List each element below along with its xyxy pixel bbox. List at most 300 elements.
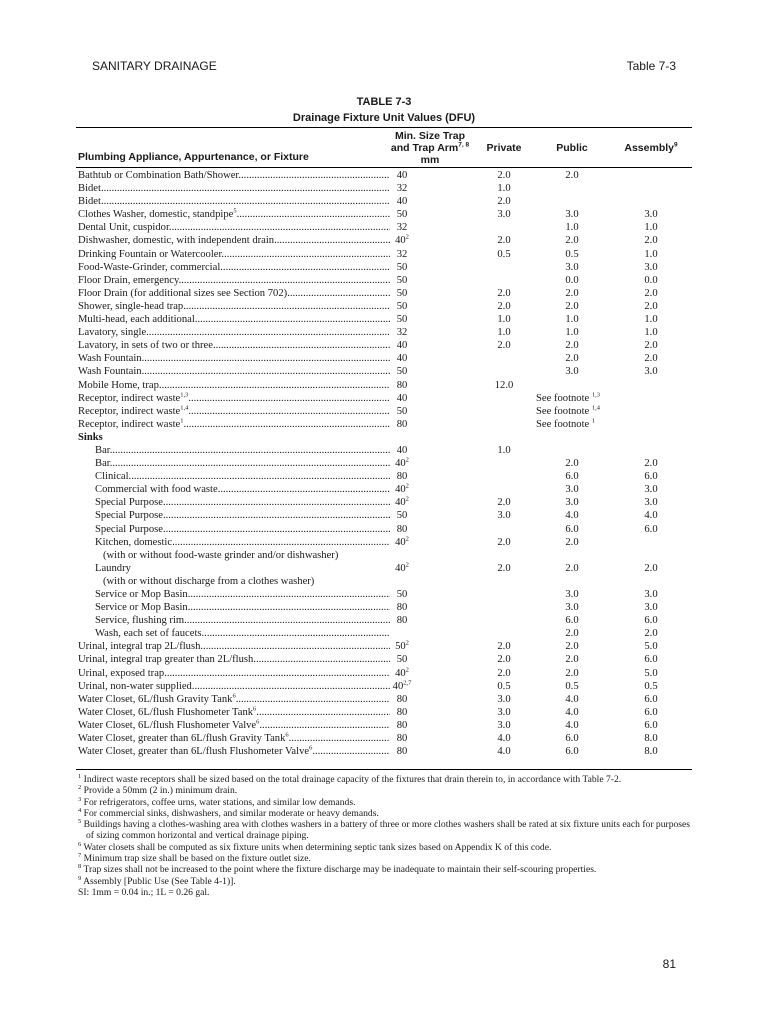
see-footnote-ref: 1 (591, 417, 596, 425)
public-dfu: 1.0 (565, 327, 579, 339)
table-row (0, 483, 768, 496)
trap-size-cell (376, 392, 428, 405)
footnote-text: Indirect waste receptors shall be sized based on the total drainage capacity of the fixtures that drain therein to, in accordance with Table 7-2. (83, 774, 622, 785)
fixture-footnote-ref: 5 (233, 208, 237, 215)
assembly-dfu: 0.5 (644, 680, 658, 692)
table-row (0, 182, 768, 195)
trap-size: 80 (396, 615, 408, 627)
fixture-name: Bidet (78, 183, 101, 195)
trap-size-cell (376, 653, 428, 666)
fixture-name: Kitchen, domestic (95, 536, 173, 548)
fixture-name: Food-Waste-Grinder, commercial (78, 261, 221, 273)
trap-size-cell (376, 274, 428, 287)
private-dfu: 3.0 (497, 693, 511, 705)
running-header-table-ref: Table 7-3 (626, 59, 676, 73)
private-dfu: 2.0 (497, 654, 511, 666)
fixture-name-cell (95, 614, 390, 627)
footnotes (78, 774, 692, 898)
fixture-name: Multi-head, each additional (78, 314, 195, 326)
table-row (0, 208, 768, 221)
trap-size: 40 (396, 444, 408, 456)
fixture-name-cell (95, 627, 390, 640)
table-row (0, 300, 768, 313)
assembly-dfu: 2.0 (644, 628, 658, 640)
column-header-fixture: Plumbing Appliance, Appurtenance, or Fixture (78, 151, 309, 163)
fixture-name: Floor Drain (for additional sizes see Section 702) (78, 287, 288, 299)
fixture-name: Commercial with food waste (95, 484, 218, 496)
fixture-footnote-ref: 6 (256, 718, 260, 726)
footnote-mark: 2 (78, 784, 82, 792)
fixture-name-cell (78, 431, 390, 444)
fixture-footnote-ref: 6 (232, 692, 236, 700)
trap-size: 80 (396, 379, 408, 391)
trap-footnote-ref: 2,7 (403, 679, 412, 687)
fixture-footnote-ref: 6 (285, 732, 289, 739)
public-dfu: 2.0 (565, 300, 579, 312)
table-row (0, 365, 768, 378)
public-dfu: 1.0 (565, 222, 579, 234)
assembly-dfu: 2.0 (644, 300, 658, 312)
private-dfu: 2.0 (497, 235, 511, 247)
fixture-name: Bidet (78, 196, 101, 208)
table-row (0, 496, 768, 509)
assembly-dfu: 1.0 (644, 314, 658, 326)
trap-size-cell (376, 287, 428, 300)
trap-size-cell (376, 169, 428, 182)
trap-footnote-ref: 2 (405, 535, 409, 543)
table-row (0, 392, 768, 405)
trap-size-cell (376, 261, 428, 274)
page-number: 81 (662, 957, 676, 971)
table-row (0, 248, 768, 261)
assembly-dfu: 3.0 (644, 366, 658, 378)
fixture-name: Drinking Fountain or Watercooler (78, 248, 222, 260)
assembly-dfu: 2.0 (644, 458, 658, 470)
table-body (0, 169, 768, 758)
assembly-dfu: 3.0 (644, 497, 658, 509)
footnote-mark: 6 (78, 840, 82, 848)
assembly-dfu: 6.0 (644, 693, 658, 705)
table-row (0, 667, 768, 680)
public-dfu: 6.0 (565, 615, 579, 627)
fixture-name-cell (95, 483, 390, 496)
public-dfu: 1.0 (565, 314, 579, 326)
fixture-footnote-ref: 6 (309, 745, 313, 752)
fixture-name-cell (78, 745, 390, 758)
fixture-name-cell (78, 392, 390, 405)
fixture-name-cell (78, 339, 390, 352)
public-dfu: 2.0 (565, 536, 579, 548)
table-row (0, 575, 768, 588)
trap-size: 80 (396, 693, 408, 705)
footnote (78, 876, 692, 887)
fixture-name-cell (78, 365, 390, 378)
footnote (78, 864, 692, 875)
private-dfu: 2.0 (497, 536, 511, 548)
public-dfu: 2.0 (565, 654, 579, 666)
private-dfu: 2.0 (497, 340, 511, 352)
trap-size: 80 (396, 471, 408, 483)
trap-footnote-ref: 2 (405, 639, 409, 647)
private-dfu: 12.0 (494, 379, 514, 391)
public-dfu: 2.0 (565, 458, 579, 470)
assembly-dfu: 6.0 (644, 471, 658, 483)
private-dfu: 4.0 (497, 746, 511, 758)
assembly-dfu: 6.0 (644, 719, 658, 731)
table-row (0, 444, 768, 457)
trap-size: 40 (395, 562, 406, 574)
assembly-dfu: 3.0 (644, 602, 658, 614)
trap-size-cell (376, 536, 428, 549)
trap-size: 50 (396, 261, 408, 273)
table-row (0, 274, 768, 287)
table-row (0, 562, 768, 575)
private-dfu: 1.0 (497, 314, 511, 326)
footnote (78, 774, 692, 785)
table-row (0, 588, 768, 601)
public-dfu: 2.0 (565, 628, 579, 640)
assembly-dfu: 3.0 (644, 209, 658, 221)
fixture-name-cell (95, 562, 390, 575)
fixture-name-cell (78, 234, 390, 247)
table-row (0, 418, 768, 431)
private-dfu: 1.0 (497, 444, 511, 456)
private-dfu: 0.5 (497, 248, 511, 260)
fixture-name-cell (103, 575, 390, 588)
assembly-dfu: 5.0 (644, 667, 658, 679)
trap-footnote-ref: 2 (405, 495, 409, 503)
fixture-name-cell (78, 248, 390, 261)
public-dfu: 3.0 (565, 366, 579, 378)
trap-size: 80 (396, 523, 408, 535)
fixture-name-cell (95, 470, 390, 483)
public-dfu: 2.0 (565, 641, 579, 653)
footnote-mark: 4 (78, 806, 82, 814)
footnote-text: Assembly [Public Use (See Table 4-1)]. (83, 875, 236, 887)
fixture-name-cell (78, 195, 390, 208)
trap-size: 50 (396, 300, 408, 312)
fixture-name: Urinal, integral trap 2L/flush (78, 641, 201, 653)
trap-size: 50 (396, 589, 408, 600)
fixture-name: Receptor, indirect waste (78, 392, 181, 404)
fixture-footnote-ref: 1,3 (180, 391, 189, 399)
trap-size: 40 (396, 196, 408, 208)
trap-size-cell (376, 601, 428, 614)
footnote-text: SI: 1mm = 0.04 in.; 1L = 0.26 gal. (78, 886, 210, 898)
public-dfu: 4.0 (565, 706, 579, 718)
footnote-text: Minimum trap size shall be based on the fixture outlet size. (83, 853, 311, 865)
fixture-name: Water Closet, 6L/flush Flushometer Tank (78, 706, 254, 718)
trap-size-cell (376, 523, 428, 536)
fixture-name-cell (95, 523, 390, 536)
assembly-dfu: 6.0 (644, 615, 658, 627)
table-row (0, 680, 768, 693)
assembly-dfu: 0.0 (644, 274, 658, 286)
trap-size: 80 (396, 706, 408, 718)
assembly-dfu: 1.0 (644, 222, 658, 234)
trap-size-cell (376, 444, 428, 457)
trap-size-cell (376, 562, 428, 575)
table-number: TABLE 7-3 (356, 96, 412, 108)
public-dfu: 3.0 (565, 602, 579, 614)
trap-size: 40 (395, 458, 406, 470)
private-dfu: 4.0 (497, 733, 511, 745)
table-row (0, 693, 768, 706)
private-dfu: 2.0 (497, 497, 511, 509)
fixture-name-cell (78, 667, 390, 680)
footnote (78, 808, 692, 819)
fixture-name-cell (78, 693, 390, 706)
fixture-name: Clinical (95, 471, 129, 483)
public-dfu: 3.0 (565, 589, 579, 600)
table-row (0, 640, 768, 653)
fixture-name: Service, flushing rim (95, 615, 185, 627)
trap-size-cell (376, 234, 428, 247)
private-dfu: 2.0 (497, 196, 511, 208)
table-row (0, 313, 768, 326)
trap-size: 32 (396, 327, 408, 339)
table-row (0, 457, 768, 470)
fixture-name-cell (78, 169, 390, 182)
private-dfu: 1.0 (497, 327, 511, 339)
table-row (0, 379, 768, 392)
see-footnote-text: See footnote (536, 392, 590, 404)
trap-size: 40 (396, 170, 408, 181)
public-dfu: 2.0 (565, 340, 579, 352)
private-dfu: 2.0 (497, 300, 511, 312)
fixture-name-cell (78, 352, 390, 365)
fixture-footnote-ref: 6 (253, 705, 257, 713)
trap-size: 80 (396, 733, 408, 745)
public-dfu: 3.0 (565, 209, 579, 221)
public-dfu: 2.0 (565, 562, 579, 574)
public-dfu: 6.0 (565, 523, 579, 535)
assembly-dfu: 3.0 (644, 484, 658, 496)
assembly-dfu: 5.0 (644, 641, 658, 653)
table-row (0, 719, 768, 732)
footnote-mark: 3 (78, 795, 82, 803)
footnote-text: Water closets shall be computed as six fixture units when determining septic tank sizes based on Appendix K of this code. (83, 841, 552, 853)
column-header-assembly: Assembly$^9$ (624, 141, 678, 154)
public-dfu: 2.0 (565, 353, 579, 365)
trap-size: 50 (396, 274, 408, 286)
trap-size: 32 (396, 222, 408, 234)
fixture-name-cell (78, 640, 390, 653)
footnote-mark: 9 (78, 874, 82, 882)
footnote-mark: 1 (78, 772, 82, 780)
table-title: Drainage Fixture Unit Values (DFU) (292, 112, 476, 124)
assembly-dfu: 6.0 (644, 706, 658, 718)
table-row (0, 339, 768, 352)
footnote-text: Buildings having a clothes-washing area with clothes washers in a battery of three or more clothes washers shall be rated at six fixture units each for purposes of sizing common horizontal and vertical drainage piping. (83, 819, 691, 842)
trap-size-cell (376, 248, 428, 261)
assembly-dfu: 2.0 (644, 287, 658, 299)
fixture-name-cell (78, 313, 390, 326)
fixture-name: Shower, single-head trap (78, 300, 184, 312)
trap-footnote-ref: 2 (405, 666, 409, 674)
fixture-name: Bar (95, 444, 110, 456)
trap-size-cell (376, 483, 428, 496)
trap-size: 40 (396, 392, 408, 404)
column-header-public: Public (556, 142, 588, 154)
footnote-mark: 5 (78, 818, 82, 825)
fixture-name: Receptor, indirect waste (78, 418, 181, 430)
trap-size-cell (376, 405, 428, 418)
footnote (78, 887, 692, 898)
public-dfu: 6.0 (565, 471, 579, 483)
see-footnote-ref: 1,3 (591, 391, 601, 399)
trap-size: 32 (396, 248, 408, 260)
trap-size-cell (376, 693, 428, 706)
trap-size: 50 (396, 314, 408, 326)
assembly-dfu: 4.0 (644, 510, 658, 522)
table-row (0, 706, 768, 719)
footnote-text: For refrigerators, coffee urns, water stations, and similar low demands. (83, 796, 356, 808)
trap-size-cell (376, 470, 428, 483)
fixture-name: Wash, each set of faucets (95, 628, 202, 640)
table-row (0, 431, 768, 444)
public-dfu: 6.0 (565, 733, 579, 745)
fixture-name-cell (95, 601, 390, 614)
fixture-name: Bathtub or Combination Bath/Shower (78, 170, 239, 181)
trap-size: 80 (396, 719, 408, 731)
trap-size-cell (376, 182, 428, 195)
fixture-name: Mobile Home, trap (78, 379, 159, 391)
fixture-name: Bar (95, 458, 110, 470)
trap-size-cell (376, 680, 428, 693)
trap-size-cell (376, 706, 428, 719)
trap-size-cell (376, 457, 428, 470)
private-dfu: 2.0 (497, 641, 511, 653)
table-row (0, 509, 768, 522)
private-dfu: 3.0 (497, 209, 511, 221)
fixture-name: Dishwasher, domestic, with independent drain (78, 235, 275, 247)
fixture-name: Special Purpose (95, 523, 163, 535)
private-dfu: 2.0 (497, 287, 511, 299)
table-top-rule (76, 127, 692, 128)
trap-footnote-ref: 2 (405, 233, 409, 241)
trap-size-cell (376, 352, 428, 365)
fixture-name-cell (78, 208, 390, 221)
assembly-dfu: 8.0 (644, 733, 658, 745)
column-header-private: Private (486, 142, 522, 154)
trap-size-cell (376, 313, 428, 326)
footnote-mark: 8 (78, 863, 82, 871)
table-row (0, 195, 768, 208)
table-row (0, 261, 768, 274)
trap-size-cell (376, 339, 428, 352)
fixture-name: Water Closet, 6L/flush Flushometer Valve (78, 719, 257, 731)
trap-size-cell (376, 614, 428, 627)
trap-size: 50 (395, 641, 406, 653)
fixture-name: Urinal, exposed trap (78, 667, 165, 679)
fixture-name: Receptor, indirect waste (78, 405, 181, 417)
trap-size: 40 (395, 536, 406, 548)
fixture-name-cell (78, 221, 390, 234)
trap-size: 40 (396, 340, 408, 352)
trap-footnote-ref: 2 (405, 482, 409, 490)
trap-size-cell (376, 208, 428, 221)
public-dfu: 2.0 (565, 667, 579, 679)
fixture-footnote-ref: 1 (180, 417, 184, 425)
assembly-dfu: 2.0 (644, 235, 658, 247)
fixture-name-cell (78, 182, 390, 195)
trap-size-cell (376, 300, 428, 313)
trap-size: 40 (395, 235, 406, 247)
trap-size-cell (376, 719, 428, 732)
trap-size-cell (376, 667, 428, 680)
table-row (0, 470, 768, 483)
trap-size: 50 (396, 510, 408, 522)
fixture-name: Urinal, non-water supplied (78, 680, 192, 692)
trap-size-cell (376, 195, 428, 208)
trap-size: 80 (396, 602, 408, 614)
footnote (78, 785, 692, 796)
fixture-name: Special Purpose (95, 510, 163, 522)
table-row (0, 732, 768, 745)
trap-size-cell (376, 496, 428, 509)
private-dfu: 2.0 (497, 667, 511, 679)
fixture-name: Lavatory, single (78, 327, 147, 339)
table-row (0, 234, 768, 247)
footnote (78, 797, 692, 808)
footnote (78, 853, 692, 864)
fixture-name: Special Purpose (95, 497, 163, 509)
table-row (0, 745, 768, 758)
private-dfu: 0.5 (497, 680, 511, 692)
fixture-name-cell (78, 653, 390, 666)
fixture-name-cell (103, 549, 390, 562)
trap-size-cell (376, 326, 428, 339)
table-row (0, 549, 768, 562)
public-dfu: 4.0 (565, 719, 579, 731)
assembly-dfu: 1.0 (644, 327, 658, 339)
footnote (78, 819, 692, 842)
fixture-name-cell (78, 706, 390, 719)
footnote-text: For commercial sinks, dishwashers, and similar moderate or heavy demands. (83, 807, 379, 819)
running-header-section: SANITARY DRAINAGE (92, 59, 217, 73)
public-dfu: 0.5 (565, 248, 579, 260)
trap-size-cell (376, 379, 428, 392)
fixture-name: Dental Unit, cuspidor (78, 222, 169, 234)
footnote-text: Trap sizes shall not be increased to the point where the fixture discharge may be inadequate to maintain their self-scouring properties. (83, 864, 597, 876)
trap-size: 40 (395, 484, 406, 496)
public-dfu: 3.0 (565, 497, 579, 509)
fixture-name: (with or without discharge from a clothes washer) (103, 575, 315, 587)
see-footnote-ref: 1,4 (591, 404, 601, 412)
table-row (0, 523, 768, 536)
fixture-name: Urinal, integral trap greater than 2L/flush (78, 654, 254, 666)
trap-size: 50 (396, 405, 408, 417)
fixture-name: Service or Mop Basin (95, 602, 188, 614)
assembly-dfu: 3.0 (644, 261, 658, 273)
table-header-rule (76, 167, 692, 168)
table-row (0, 653, 768, 666)
fixture-name: Water Closet, 6L/flush Gravity Tank (78, 693, 233, 705)
fixture-name: Laundry (95, 562, 131, 574)
assembly-dfu: 1.0 (644, 248, 658, 260)
see-footnote-cell (536, 405, 636, 418)
fixture-name-cell (78, 680, 390, 693)
fixture-name-cell (78, 326, 390, 339)
assembly-dfu: 6.0 (644, 523, 658, 535)
public-dfu: 0.5 (565, 680, 579, 692)
trap-size: 40 (395, 667, 406, 679)
fixture-name-cell (78, 274, 390, 287)
trap-size-cell (376, 640, 428, 653)
table-row (0, 169, 768, 182)
trap-footnote-ref: 2 (405, 561, 409, 569)
